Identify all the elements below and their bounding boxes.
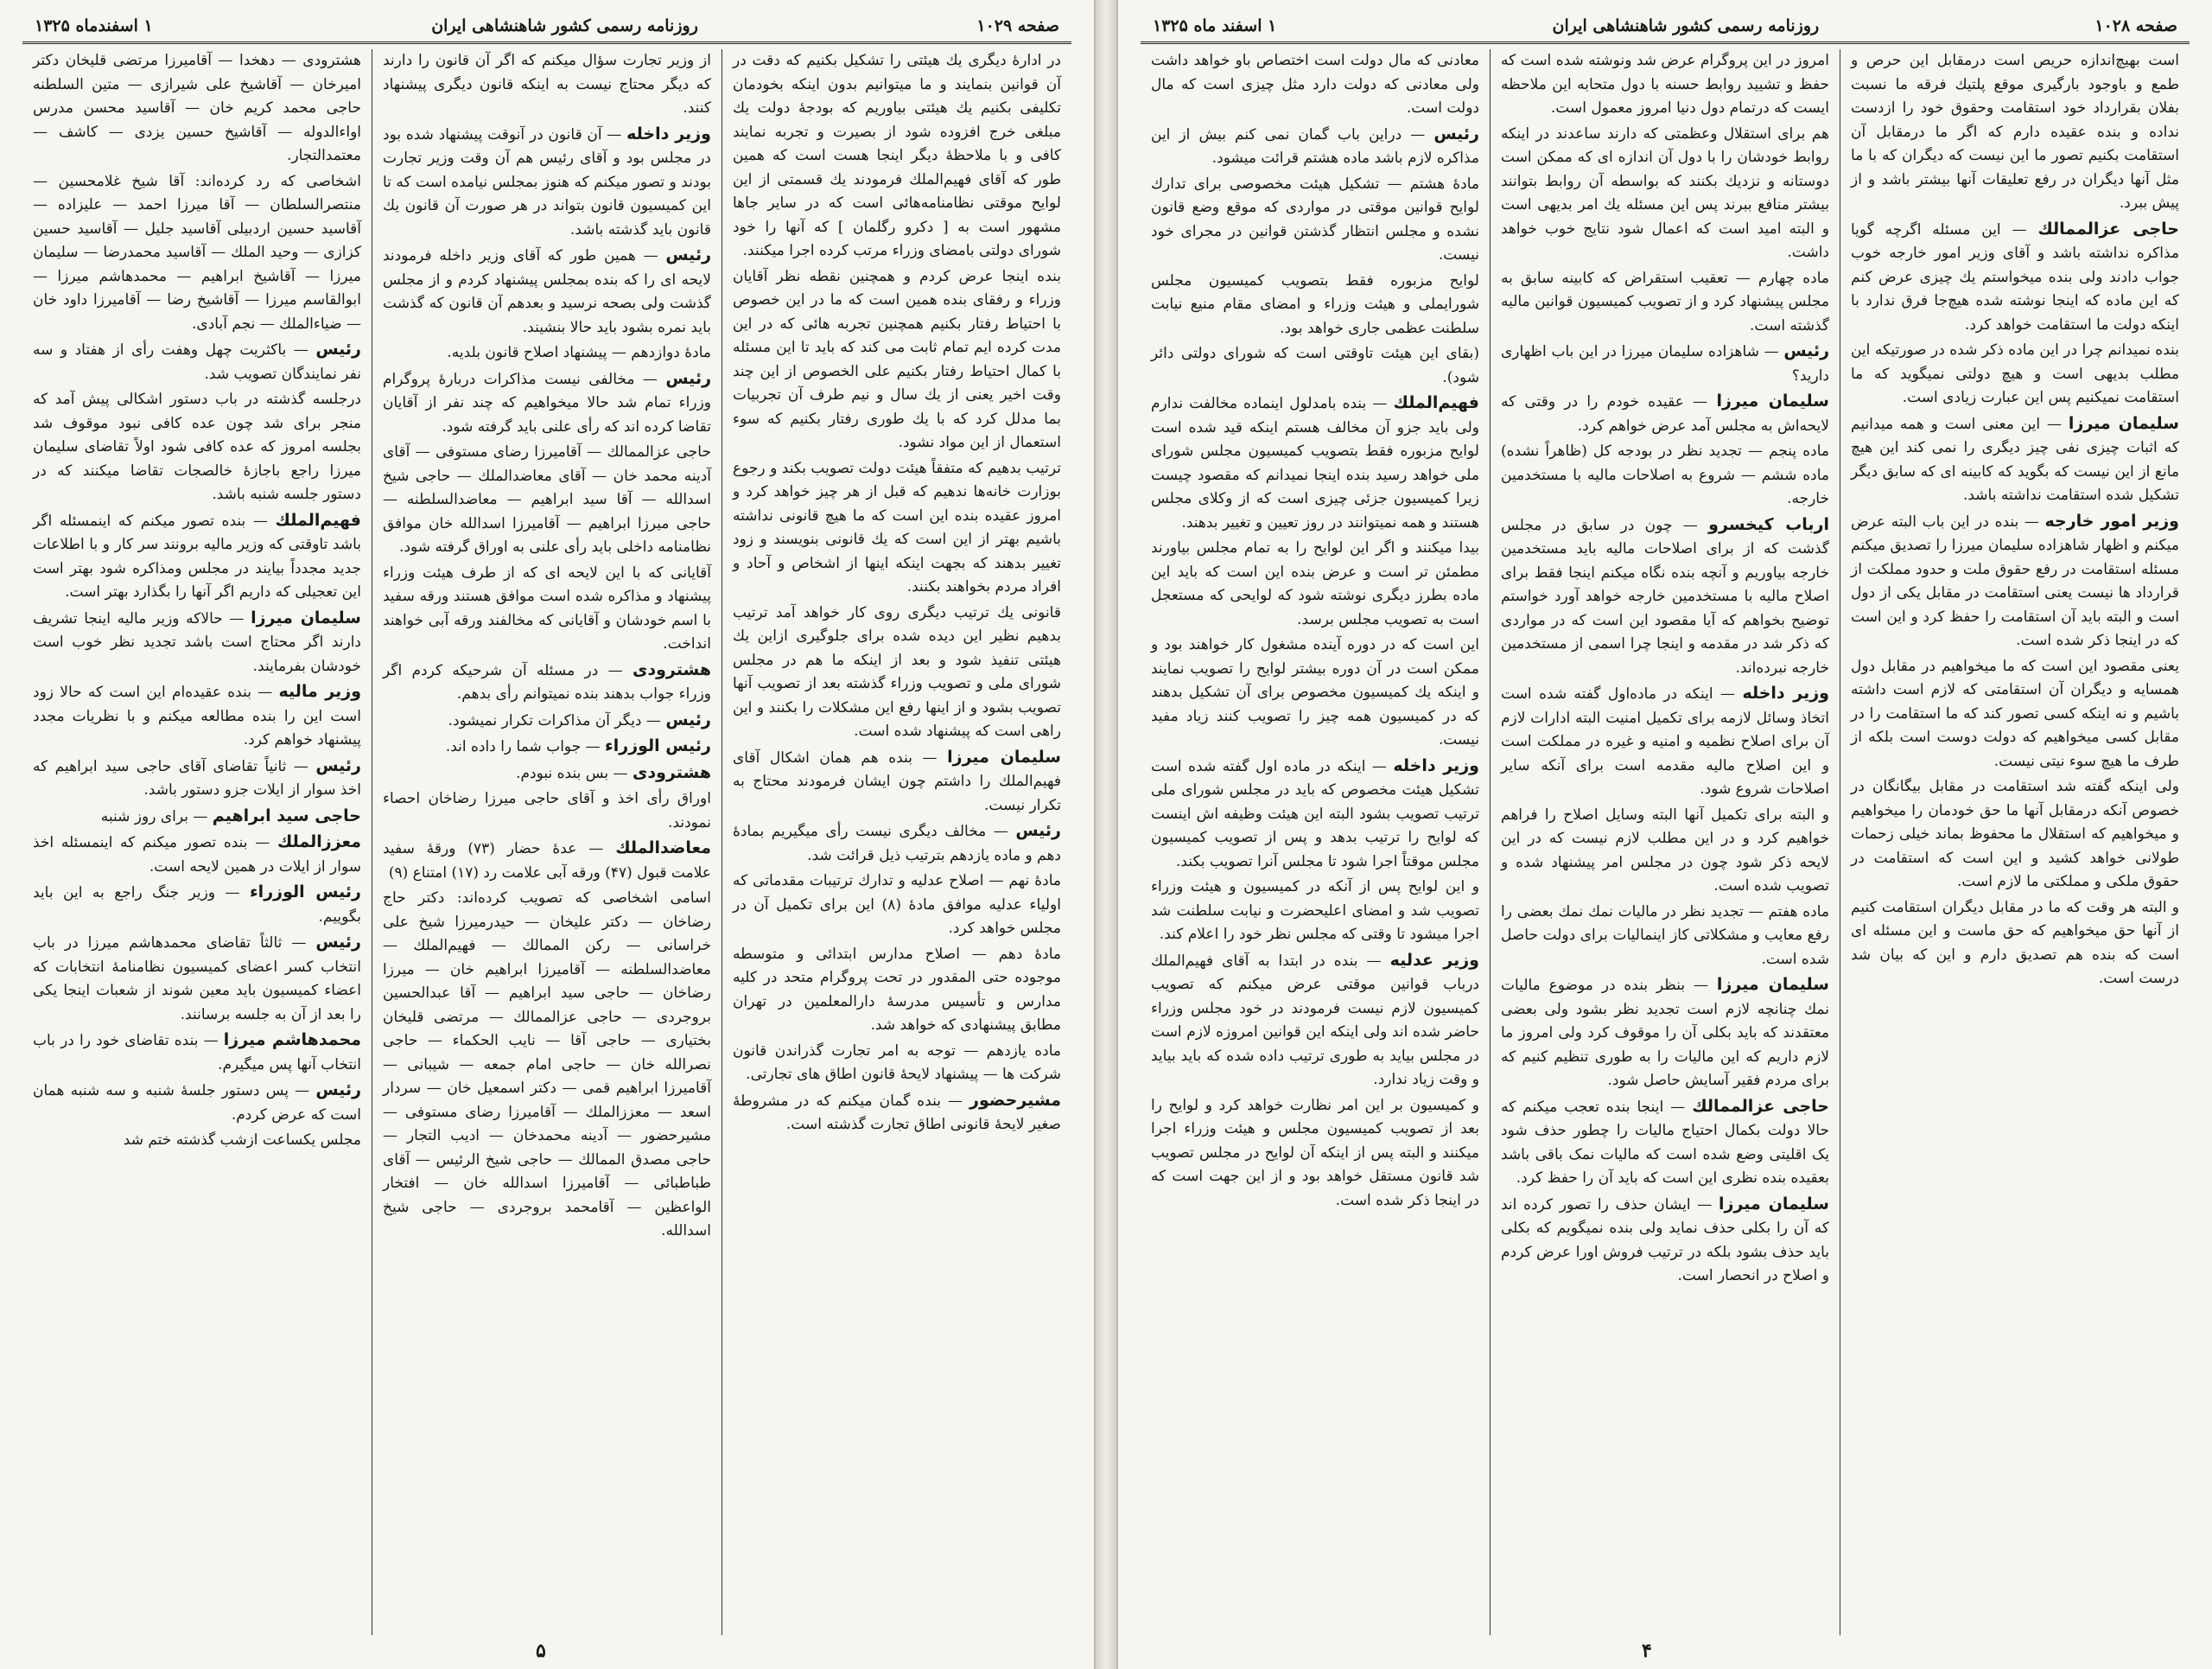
paragraph [733,943,1061,1038]
right-page-columns [1141,49,2190,1635]
paragraph-text: (بقای این هیئت تاوقتی است که شورای دولتی دائر شود). [1151,345,1479,386]
left-page-header [22,10,1071,44]
paragraph [33,831,361,879]
paragraph-text: و البته هر وقت که ما در مقابل دیگران استقامت کنیم از آنها حق میخواهیم که حق ماست و این مسئله ای است که بنده هم تصدیق دارم و این که بیان شد درست است. [1851,898,2179,987]
paragraph-text: ولی اینکه گفته شد استقامت در مقابل بیگانگان در خصوص آنکه درمقابل آنها ما حق خودمان را میخواهیم و میخواهیم که استقلال ما محفوظ بماند خیلی زحمات طولانی خواهد کشید و این است که استقامت در حقوق ملکی و مملکتی ما لازم است. [1851,778,2179,890]
left-col-middle [372,49,722,1635]
paragraph [33,1079,361,1127]
right-col-left [1141,49,1491,1635]
paragraph [383,761,711,787]
paragraph-text: — این معنی است و همه میدانیم که اثبات چیزی نفی چیز دیگری را نمی کند این هیچ مانع از این نیست که بگوید که کابینه ای که سابق دیگر تشکیل شده استقامت نداشته باشد. [1851,415,2179,504]
paragraph-text: — بنده در ابتدا به آقای فهیم‌الملك درباب قوانین موقتی عرض میکنم که تصویب کمیسیون لازم نیست فرمودند در خود مجلس وزراء حاضر شده اند ولی اینکه این قوانین امروزه لازم است در مجلس بیاید به طوری ترتیب داده شده که باید بیاید و وقت زیاد ندارد. [1151,952,1479,1088]
speaker-name: هشترودی [632,762,711,782]
paragraph-text: اسامی اشخاصی که تصویب کرده‌اند: دکتر حاج رضاخان — دکتر علیخان — حیدرمیرزا شیخ علی خراسانی — رکن الممالك — فهیم‌الملك — معاضدالسلطنه — آقامیرزا ابراهیم خان — میرزا رضاخان — حاجی سید ابراهیم — آقا عبدالحسین بروجردی — حاجی عزالممالك — مرتضی قلیخان بختیاری — حاجی آقا — نایب الحکماء — حاجی نصرالله خان — حاجی امام جمعه — شیبانی — آقامیرزا ابراهیم قمی — دکتر اسمعیل خان — سردار اسعد — معززالملك — آقامیرزا رضای مستوفی — مشیرحضور — آدینه محمدخان — ادیب التجار — حاجی مصدق الممالك — حاجی شیخ الرئیس — آقای طباطبائی — آقامیرزا اسدالله خان — افتخار الواعظین — آقامحمد بروجردی — حاجی شیخ اسدالله. [383,889,711,1239]
paragraph [733,602,1061,744]
paragraph-text: هم برای استقلال وعظمتی که دارند ساعدند در اینکه روابط خودشان را با دول آن اندازه ای که ممکن است دوستانه و نزدیك بکنند که بواسطه آن روابط بتوانند بیشتر منافع ببرند پس این مسئله یك امر بدیهی است و البته امید است که اعمال شود نتایج خوب خواهد داشت. [1501,124,1829,261]
speaker-name: رئیس [315,1080,362,1099]
paragraph [33,680,361,753]
paragraph [33,388,361,507]
paragraph-text: — دراین باب گمان نمی کنم بیش از این مذاکره لازم باشد ماده هشتم قرائت میشود. [1151,125,1479,167]
paragraph-text: ماده پنجم — تجدید نظر در بودجه کل (ظاهراً نشده) ماده ششم — شروع به اصلاحات مالیه با مستخدمین خارجه. [1501,443,1829,507]
paragraph [1851,412,2179,508]
speaker-name: وزیر داخله [1742,684,1829,703]
paragraph [1851,775,2179,895]
paragraph [1151,123,1479,171]
paragraph [1501,440,1829,512]
paragraph-text: حاجی عزالممالك — آقامیرزا رضای مستوفی — آقای آدینه محمد خان — آقای معاضدالملك — حاجی شیخ اسدالله — آقا سید ابراهیم — معاضدالسلطنه — حاجی میرزا ابراهیم — آقامیرزا اسدالله خان موافق نظامنامه داخلی باید رأی علنی به اوراق گرفته شود. [383,443,711,556]
paragraph-text: — اینکه در ماده‌اول گفته شده است اتخاذ وسائل لازمه برای تکمیل امنیت البته ادارات لازم آن برای اصلاح نظمیه و امنیه و غیره در مملکت است و این اصلاح مالیه مقدمه است برای آنکه سایر اصلاحات شروع شود. [1501,685,1829,798]
speaker-name: رئیس [1433,124,1479,143]
paragraph-text: بنده نمیدانم چرا در این ماده ذکر شده در صورتیکه این مطلب بدیهی است و هیچ دولتی نمیگوید که ما استقامت نمیکنیم پس این عبارت زیادی است. [1851,341,2179,406]
paragraph [33,1129,361,1153]
speaker-name: سلیمان میرزا [2068,413,2179,433]
paragraph [1501,123,1829,265]
left-page-columns [22,49,1071,1635]
paragraph [1501,49,1829,121]
left-page-number-label: صفحه ۱۰۲۹ [976,16,1059,35]
paragraph [383,837,711,885]
paragraph [33,338,361,386]
paragraph [383,441,711,560]
paragraph [1501,804,1829,899]
paragraph [1151,755,1479,875]
paragraph [33,170,361,337]
paragraph-text: — دیگر آن مذاکرات تکرار نمیشود. [448,711,661,729]
left-page-footer-number: ۵ [536,1640,546,1662]
paragraph [733,870,1061,941]
paragraph [733,49,1061,264]
left-page-date: ۱ اسفندماه ۱۳۲۵ [35,16,153,35]
paragraph-text: — بنده تقاضای خود را در باب انتخاب آنها پس میگیرم. [33,1032,361,1073]
paragraph-text: — عدهٔ حضار (۷۳) ورقهٔ سفید علامت قبول (۴۷) ورقه آبی علامت رد (۱۷) امتناع (۹) [383,840,711,882]
paragraph-text: اوراق رأی اخذ و آقای حاجی میرزا رضاخان احصاء نمودند. [383,790,711,831]
paragraph [33,931,361,1027]
speaker-name: وزیر امور خارجه [2044,511,2179,531]
paragraph [1501,267,1829,339]
paragraph-text: — مخالف دیگری نیست رأی میگیریم بمادهٔ دهم و ماده یازدهم بترتیب ذیل قرائت شد. [733,823,1061,864]
paragraph [33,805,361,830]
speaker-name: رئیس [315,340,361,359]
paragraph-text: — عقیده خودم را در وقتی که لایحه‌اش به مجلس آمد عرض خواهم کرد. [1501,393,1829,435]
paragraph-text: مادهٔ نهم — اصلاح عدلیه و تدارك ترتیبات مقدماتی که اولیاء عدلیه موافق مادهٔ (۸) این برای تکمیل آن در مجلس خواهد کرد. [733,872,1061,937]
speaker-name: سلیمان میرزا [251,608,361,627]
speaker-name: رئیس الوزراء [249,882,361,901]
paragraph [33,509,361,605]
paragraph [1501,682,1829,802]
paragraph-text: یعنی مقصود این است که ما میخواهیم در مقابل دول همسایه و دیگران آن استقامتی که لازم است داشته باشیم و نه اینکه کسی تصور کند که ما استقامت را در مقابل کسی میخواهیم که دولت دوست است بلکه از طرف ما هیچ سوء نیتی نیست. [1851,657,2179,770]
paragraph-text: — بنده در این باب البته عرض میکنم و اظهار شاهزاده سلیمان میرزا را تصدیق میکنم مسئله استقامت در رفع حقوق ملت و حدود مملکت از قرارداد ها نیست یعنی استقامت در مقابل یکی از دول است و البته باید آن استقامت را حفظ کرد و این است که در اینجا ذکر شده است. [1851,513,2179,649]
paragraph [383,49,711,121]
paragraph [1151,173,1479,268]
paragraph [33,49,361,169]
paragraph [733,265,1061,455]
paragraph-text: و این لوایح پس از آنکه در کمیسیون و هیئت وزراء تصویب شد و امضای اعلیحضرت و نیابت سلطنت شد اجرا میشود تا وقتی که مجلس نظر خود را اعلام کند. [1151,878,1479,943]
speaker-name: سلیمان میرزا [1716,975,1829,994]
speaker-name: رئیس [315,755,361,775]
paragraph [733,1040,1061,1087]
paragraph-text: — برای روز شنبه [100,807,208,825]
paragraph-text: — اینکه در ماده اول گفته شده است تشکیل هیئت مخصوص که باید در مجلس شورای ملی ترتیب تصویب بشود البته این هیئت وظیفه اش اینست که لوایح را ترتیب بدهد و پس از تصویب کمیسیون مجلس موقتاً اجرا شود تا مجلس آنرا تصویب بکند. [1151,757,1479,870]
paragraph [733,819,1061,868]
paragraph [383,341,711,366]
paragraph [1151,537,1479,632]
speaker-name: رئیس [665,710,711,729]
paragraph [1501,340,1829,388]
paragraph-text: اشخاصی که رد کرده‌اند: آقا شیخ غلامحسین — منتصرالسلطان — آقا میرزا احمد — علیزاده — آقاسید حسین اردبیلی آقاسید جلیل — آقاسید حسین کزازی — وحید الملك — آقاسید محمدرضا — سلیمان میرزا — آقاشیخ ابراهیم — محمدهاشم میرزا — ابوالقاسم میرزا — آقاشیخ رضا — آقامیرزا داود خان — ضیاءالملك — نجم آبادی. [33,172,361,333]
paragraph-text: — ثانیاً تقاضای آقای حاجی سید ابراهیم که اخذ سوار از ایلات جزو دستور باشد. [33,757,361,799]
paragraph [1851,896,2179,991]
speaker-name: سلیمان میرزا [947,747,1061,767]
speaker-name: رئیس [315,933,361,952]
left-col-right [722,49,1071,1635]
paragraph-text: — بنده عقیده‌ام این است که حالا زود است این را بنده مطالعه میکنم و با نظریات مجدد پیشنهاد خواهم کرد. [33,684,361,749]
paragraph-text: لوایح مزبوره فقط بتصویب کمیسیون مجلس شورایملی و هیئت وزراء و امضای مقام منیع نیابت سلطنت عظمی جاری خواهد بود. [1151,271,1479,337]
paragraph-text: — بنده تصور میکنم که اینمسئله اگر باشد تاوقتی که وزیر مالیه برونند سر کار و با اطلاعات جدید مجدداً بیایند در مجلس ومذاکره شود بهتر است این تعجیلی که داریم اگر آنها را بگذارد بهتر است. [33,512,361,601]
right-col-middle [1491,49,1840,1635]
paragraph-text: این است که در دوره آینده مشغول کار خواهند بود و ممکن است در آن دوره بیشتر لوایح را تصویب نمایند و اینکه یك کمیسیون مخصوص برای آن تشکیل بدهند که در کمیسیون همه چیز را تصویب کنند زیاد مفید نیست. [1151,636,1479,749]
speaker-name: حاجی سید ابراهیم [212,806,361,825]
speaker-name: فهیم‌الملك [1393,393,1479,412]
paragraph-text: آقایانی که با این لایحه ای که از طرف هیئت وزراء پیشنهاد و مذاکره شده است موافق هستند ورقه سفید با اسم خودشان و آقایانی که مخالفند ورقه آبی خواهند انداخت. [383,564,711,653]
paragraph [1501,390,1829,438]
paragraph [383,659,711,707]
speaker-name: رئیس [665,245,712,264]
speaker-name: محمدهاشم میرزا [223,1030,361,1049]
paragraph-text: — شاهزاده سلیمان میرزا در این باب اظهاری دارید؟ [1501,343,1829,385]
speaker-name: حاجی عزالممالك [1692,1096,1830,1116]
paragraph [33,755,361,803]
paragraph [1501,1095,1829,1191]
paragraph [383,244,711,340]
paragraph-text: — مخالفی نیست مذاکرات دربارهٔ پروگرام وزراء تمام شد حالا میخواهیم که چند نفر از آقایان تقاضا کرده اند که رأی علنی باید گرفته شود. [383,370,711,436]
paragraph [1501,1193,1829,1289]
paragraph-text: مادهٔ هشتم — تشکیل هیئت مخصوصی برای تدارك لوایح قوانین موقتی در مواردی که موقع وضع قانون نشده و مجلس انتظار گذشتن قوانین در مجرای خود نیست. [1151,175,1479,264]
right-page [1116,0,2212,1669]
right-page-date: ۱ اسفند ماه ۱۳۲۵ [1153,16,1277,35]
paragraph-text: — باکثریت چهل وهفت رأی از هفتاد و سه نفر نمایندگان تصویب شد. [33,341,361,383]
paragraph-text: — پس دستور جلسهٔ شنبه و سه شنبه همان است که عرض کردم. [33,1082,361,1124]
paragraph-text: ماده چهارم — تعقیب استقراض که کابینه سابق به مجلس پیشنهاد کرد و از تصویب کمیسیون قوانین مالیه گذشته است. [1501,269,1829,334]
paragraph [383,887,711,1244]
left-col-left [22,49,372,1635]
paragraph [33,1029,361,1077]
book-gutter [1096,0,1116,1669]
paragraph-text: ماده یازدهم — توجه به امر تجارت گذراندن قانون شرکت ها — پیشنهاد لایحهٔ قانون اطاق های تجارتی. [733,1042,1061,1083]
paragraph-text: مجلس یکساعت ازشب گذشته ختم شد [123,1131,361,1149]
left-page [0,0,1096,1669]
paragraph-text: — این مسئله اگرچه گویا مذاکره نداشته باشد و آقای وزیر امور خارجه خوب جواب دادند ولی بنده میخواستم یك چیزی عرض کنم که این ماده که اینجا نوشته شده هیچ‌جا فرق ندارد با اینکه دولت ما استقامت خواهد کرد. [1851,220,2179,334]
paragraph-text: — ثالثاً تقاضای محمدهاشم میرزا در باب انتخاب کسر اعضای کمیسیون نظامنامهٔ انتخابات که اعضاء کمیسیون باید معین شوند از شعبات اینجا یکی را بعد از آن به جلسه برسانند. [33,934,361,1023]
speaker-name: معززالملك [276,832,361,851]
paragraph [383,367,711,440]
paragraph [1151,876,1479,947]
paragraph [1151,1094,1479,1214]
paragraph-text: بنده اینجا عرض کردم و همچنین نقطه نظر آقایان وزراء و رفقای بنده همین است که ما در این خصوص با احتیاط رفتار بکنیم همچنین تجربه هائی که در این مدت کرده ایم تمام ثابت می کند که باید تا این مسئله با کمال احتیاط رفتار بکنیم علی الخصوص از این چند وقت اخیر یعنی از یك سال و نیم طرف آن تجربیات بما مدلل کرد که با یك طوری رفتار بکنیم که سوء استعمال از این مواد نشود. [733,267,1061,451]
paragraph [383,709,711,734]
speaker-name: وزیر مالیه [278,682,361,701]
paragraph-text: ترتیب بدهیم که متفقاً هیئت دولت تصویب بکند و رجوع بوزارت خانه‌ها ندهیم که قبل از هر چیز خواهد کرد و امروز عقیده بنده این است که ما هیچ قانونی نداشته باشیم بهتر از این است که یك قانونی بنویسند و زود تغییر بدهند که بجهت اینکه اینها از اشخاص و آحاد و افراد مردم بخواهند بکنند. [733,459,1061,596]
paragraph-text: از وزیر تجارت سؤال میکنم که اگر آن قانون را دارند که دیگر محتاج نیست به اینکه قانون دیگری پیشنهاد کنند. [383,52,711,117]
speaker-name: سلیمان میرزا [1716,392,1829,411]
paragraph-text: است بهیچ‌اندازه حریص است درمقابل این حرص و طمع و باوجود بارگیری موقع پلتیك فرقه ما نسبت بفلان بقرارداد خود استقامت وحقوق خود را ازدست نداده و بنده عقیده دارم که اگر ما درمقابل آن استقامت بکنیم تصور ما این نیست که دیگران که با ما مثل آنها دیگران در رفع تعلیقات آنها بیشتر باشد و از پیش ببرد. [1851,52,2179,212]
right-page-number-label: صفحه ۱۰۲۸ [2094,16,2177,35]
paragraph [1851,510,2179,653]
paragraph [1501,513,1829,681]
paragraph-text: — در مسئله آن شرحیکه کردم اگر وزراء جواب بدهند بنده نمیتوانم رأی بدهم. [383,661,711,703]
paragraph [383,123,711,243]
right-page-header [1141,10,2190,44]
paragraph-text: — وزیر جنگ راجع به این باید بگوییم. [33,884,361,926]
speaker-name: معاضدالملك [615,838,712,857]
speaker-name: رئیس [1783,341,1830,360]
paragraph [1851,339,2179,411]
paragraph [1151,949,1479,1092]
paragraph-text: — چون در سابق در مجلس گذشت که از برای اصلاحات مالیه باید مستخدمین خارجه بیاوریم و آنچه بنده نگاه میکنم اینجا فقط برای اصلاح مالیه با مستخدمین خارجه خواهد آورد خواستم توضیح بخواهم که آیا مقصود این است که در مواردی که ذکر شد در مقدمه و اینجا چرا اسمی از مستخدمین خارجه نبرده‌اند. [1501,516,1829,677]
paragraph [383,787,711,835]
paragraph [733,746,1061,819]
paragraph-text: هشترودی — دهخدا — آقامیرزا مرتضی قلیخان دکتر امیرخان — آقاشیخ علی شیرازی — متین السلطنه حاجی محمد کریم خان — آقاسید محسن مدرس اواءالدوله — آقاشیخ حسین یزدی — کاشف — معتمدالتجار. [33,52,361,164]
speaker-name: وزیر داخله [626,124,711,143]
paragraph [1851,218,2179,338]
paragraph-text: — همین طور که آقای وزیر داخله فرمودند لایحه ای را که بنده بمجلس پیشنهاد کردم و از مجلس گذشت ولی بصحه نرسید و بعدهم آن قانون که گذشت باید نمره بشود باید حالا بنشیند. [383,247,711,336]
paragraph [1851,655,2179,774]
paragraph-text: — آن قانون در آنوقت پیشنهاد شده بود در مجلس بود و آقای رئیس هم آن وقت وزیر تجارت بودند و تصور میکنم که هنوز بمجلس نیامده است که تا این کمیسیون قانون بتواند در هر صورت آن قانون یك قانون باید گذشته باشد. [383,125,711,239]
paragraph [383,735,711,760]
paragraph-text: قانونی یك ترتیب دیگری روی کار خواهد آمد ترتیب بدهیم نظیر این دیده شده برای جلوگیری ازاین یك هیئتی تنفیذ شود و بعد از اینکه ما هم در مجلس شورای ملی و تصویب وزراء گذشته بعد از تصویب آنها تصویب بشود و از اینها رفع این مشکلات را بکنند و این راهی است که پیشنهاد شده است. [733,603,1061,740]
paragraph [1501,973,1829,1093]
speaker-name: رئیس [665,368,712,388]
speaker-name: حاجی عزالممالك [2037,219,2179,239]
paragraph-text: بیدا میکنند و اگر این لوایح را به تمام مجلس بیاورند مطمئن تر است و عرض بنده این است که باید این ماده بطرز دیگری نوشته شود که لوایحی که مستعجل است به تصویب مجلس برسد. [1151,539,1479,628]
paragraph [33,607,361,679]
paragraph-text: مادهٔ دوازدهم — پیشنهاد اصلاح قانون بلدیه. [447,344,711,361]
paragraph-text: و البته برای تکمیل آنها البته وسایل اصلاح را فراهم خواهیم کرد و در این مطلب لازم نیست که در این لایحه ذکر شود چون در مجلس امر پیشنهاد شده و تصویب شده است. [1501,806,1829,895]
paragraph [733,457,1061,600]
paragraph [383,562,711,657]
speaker-name: هشترودی [632,659,711,679]
speaker-name: وزیر عدلیه [1389,950,1479,970]
paragraph-text: — ایشان حذف را تصور کرده اند که آن را بکلی حذف نماید ولی بنده نمیگویم که بکلی باید حذف بشود بلکه در ترتیب فروش اورا عرض کردم و اصلاح در انحصار است. [1501,1195,1829,1284]
speaker-name: سلیمان میرزا [1718,1194,1829,1214]
paragraph-text: — بنظر بنده در موضوع مالیات نمك چنانچه لازم است تجدید نظر بشود ولی بعضی معتقدند که باید بکلی آن را موقوف کرد ولی امروز ما لازم داریم که این مالیات را به طوری تنظیم کنیم که برای مردم فقیر آسایش حاصل شود. [1501,977,1829,1089]
speaker-name: مشیرحضور [969,1090,1061,1110]
speaker-name: ارباب کیخسرو [1708,514,1830,534]
paragraph-text: در ادارهٔ دیگری یك هیئتی را تشکیل بکنیم که دقت در آن قوانین بنمایند و ما میتوانیم بدون اینکه بخودمان تکلیفی بکنیم یك هیئتی بیاوریم که بودجهٔ دولت یك مبلغی خرج افزوده شود از بصیرت و تجربه نمایند کافی و با ملاحظهٔ دیگر اینجا هست است که همین طور که آقای فهیم‌الملك فرمودند یك قسمتی از این لوایح موقتی نظامنامه‌هائی است که در سایر جاها مشهور است به [ دکرو رگلمان ] که آنها را خود شورای دولتی بامضای وزراء مرتب کرده اجرا میکنند. [733,52,1061,259]
speaker-name: فهیم‌الملك [275,510,361,530]
paragraph-text: — بنده تصور میکنم که اینمسئله اخذ سوار از ایلات در همین لایحه است. [33,834,361,876]
speaker-name: رئیس [1015,821,1061,840]
paragraph [1151,49,1479,121]
right-col-right [1840,49,2190,1635]
paragraph-text: — جواب شما را داده اند. [445,738,601,755]
right-page-title: روزنامه رسمی کشور شاهنشاهی ایران [1552,16,1820,35]
paragraph-text: — اینجا بنده تعجب میکنم که حالا دولت بکمال احتیاج مالیات را چطور حذف شود یک اقلیتی وضع شده است که مالیات نمک باقی باشد بعقیده بنده نظری این است که باید آن را حفظ کرد. [1501,1098,1829,1187]
paragraph-text: معادنی که مال دولت است اختصاص باو خواهد داشت ولی معادنی که دولت دارد مثل چیزی است که مال دولت است. [1151,52,1479,117]
right-page-footer-number: ۴ [1642,1640,1652,1662]
paragraph [1151,342,1479,390]
paragraph [1501,901,1829,972]
paragraph-text: — بنده بامدلول اینماده مخالفت ندارم ولی باید جزو آن مخالف هستم اینکه قید شده است لوایح مزبوره فقط بتصویب کمیسیون مجلس شورای ملی خواهد رسید بنده اینجا نمیدانم که مقصود چیست زیرا کمیسیون جزئی چیزی است که از وکلای مجلس هستند و همه نمیتوانند در روز تعیین و تغییر بدهند. [1151,395,1479,532]
left-page-title: روزنامه رسمی کشور شاهنشاهی ایران [431,16,698,35]
paragraph [1151,392,1479,535]
paragraph-text: درجلسه گذشته در باب دستور اشکالی پیش آمد که منجر برای شد چون عده کافی نبود موقوف شد بجلسه امروز که عده کافی شود اولاً تقاضای سلیمان میرزا راجع باجازهٔ خالصجات تقاضا میکنند که در دستور جلسه شنبه باشد. [33,391,361,503]
paragraph-text: مادهٔ دهم — اصلاح مدارس ابتدائی و متوسطه موجوده حتی المقدور در تحت پروگرام متحد در کلیه مدارس و تأسیس مدرسهٔ دارالمعلمین در تهران مطابق پیشنهادی که خواهد شد. [733,945,1061,1034]
paragraph-text: — بنده گمان میکنم که در مشروطهٔ صغیر لایحهٔ قانونی اطاق تجارت گذشته است. [733,1092,1061,1133]
paragraph-text: امروز در این پروگرام عرض شد ونوشته شده است که حفظ و تشیید روابط حسنه با دول متحابه این ملاحظه ایست که درتمام دول دنیا امروز معمول است. [1501,52,1829,117]
paragraph-text: — حالاکه وزیر مالیه اینجا تشریف دارند اگر محتاج است باشد تجدید نظر خوب است خودشان بفرمایند. [33,609,361,675]
paragraph [1151,270,1479,341]
paragraph [1151,634,1479,753]
paragraph [1851,49,2179,216]
paragraph-text: و کمیسیون بر این امر نظارت خواهد کرد و لوایح را بعد از تصویب کمیسیون مجلس و هیئت وزراء اجرا میکنند و البته پس از اینکه آن لوایح در مجلس تصویب شد قانون مستقل خواهد بود و از این جهت است که در اینجا ذکر شده است. [1151,1096,1479,1209]
paragraph [733,1089,1061,1137]
speaker-name: رئیس الوزراء [605,736,711,755]
speaker-name: وزیر داخله [1393,755,1479,775]
paragraph [33,881,361,929]
paragraph-text: ماده هفتم — تجدید نظر در مالیات نمك نمك بعضی را رفع معایب و مشکلاتی کاز اینمالیات برای دولت حاصل شده است. [1501,902,1829,968]
paragraph-text: — بس بنده نبودم. [516,764,628,782]
paragraph-text: — بنده هم همان اشکال آقای فهیم‌الملك را داشتم چون ایشان فرمودند محتاج به تکرار نیست. [733,749,1061,814]
